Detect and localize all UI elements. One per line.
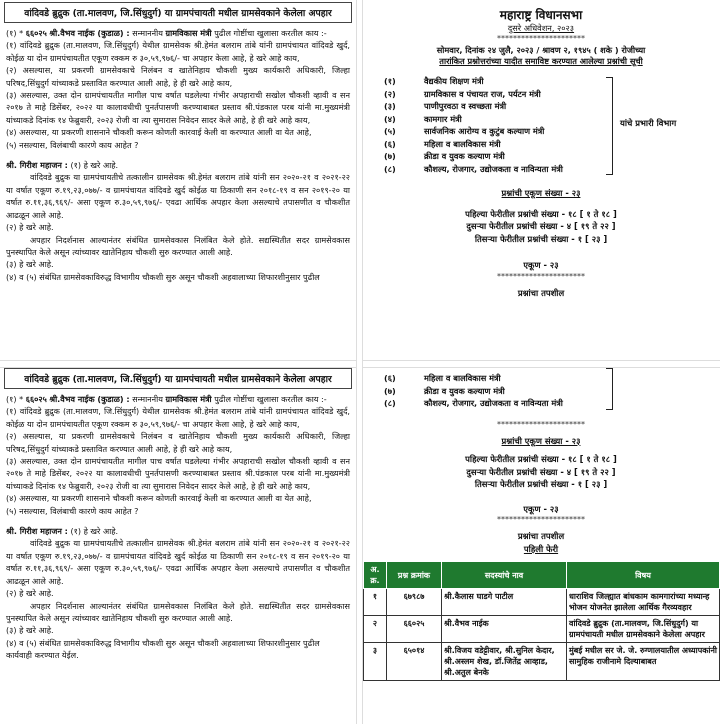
right-top-panel (362, 0, 720, 360)
col-member: सदस्यांचे नाव (442, 562, 567, 589)
brace-label: यांचे प्रभारी विभाग (620, 118, 677, 128)
minister-brace (606, 77, 613, 175)
minister-list (384, 75, 720, 175)
minister-brace-short (606, 368, 613, 410)
table-row: २ ६६०२५ श्री.वैभव नाईक वांदिवडे ब्रुद्रुक (ता.मालवण, जि.सिंधुदुर्ग) या ग्रामपंचायती मधील ग्रामसेवकाने केलेला अपहार (364, 616, 720, 643)
round1-count-2: पहिल्या फेरीतील प्रश्नांची संख्या - १८ [ १ ते १८ ] (465, 454, 617, 464)
round2-count: दुसऱ्या फेरीतील प्रश्नांची संख्या - ४ [ १९ ते २२ ] (466, 221, 616, 231)
answer-45-b: (४) व (५) संबंधित ग्रामसेवकाविरुद्ध विभागीय चौकशी सुरु असून चौकशी अहवालाच्या शिफारशीनुसार पुढील (6, 637, 320, 648)
col-qno: प्रश्न क्रमांक (387, 562, 442, 589)
question-text-2 (6, 393, 350, 662)
minister-list-short (384, 372, 720, 410)
details-label-2: प्रश्नांचा तपशील (517, 531, 565, 541)
left-header-2: वांदिवडे ब्रुद्रुक (ता.मालवण, जि.सिंधुदुर्ग) या ग्रामपंचायती मधील ग्रामसेवकाने केलेला अपहार (4, 368, 352, 389)
answer-body-2-b: अपहार निदर्शनास आल्यानंतर संबंधित ग्रामसेवकास निलंबित केले होते. सद्यस्थितीत सदर ग्रामसेवकास पुनस्थापित केले असून त्यांच्यावर खातेनिहाय चौकशी सुरु करण्यात आली आहे. (6, 600, 350, 623)
col-sr: अ. क्र. (364, 562, 387, 589)
answer-45-tail: कार्यवाही करण्यात येईल. (6, 650, 79, 661)
answer-first: (१) हे खरे आहे. (70, 160, 119, 171)
sum-total-2: एकूण - २३ (523, 503, 559, 514)
minister-row: (८) कौशल्य, रोजगार, उद्योजकता व नाविन्यता मंत्री (384, 398, 563, 408)
session-name: दुसरे अधिवेशन, २०२३ (507, 23, 575, 33)
minister-row: (६) महिला व बालविकास मंत्री (384, 373, 501, 383)
assembly-title: महाराष्ट्र विधानसभा (499, 8, 583, 22)
stars-divider-3: ********************** (497, 419, 585, 429)
answer-2: (२) हे खरे आहे. (6, 222, 54, 233)
question-table (363, 561, 720, 681)
stars-divider: ********************** (497, 34, 585, 43)
q-lead-2: सन्माननीय (132, 394, 163, 404)
sum-total: एकूण - २३ (523, 260, 559, 270)
q-asker: श्री.वैभव नाईक (कुडाळ) : (49, 28, 130, 38)
vertical-separator (356, 0, 363, 724)
left-header: वांदिवडे ब्रुद्रुक (ता.मालवण, जि.सिंधुदुर्ग) या ग्रामपंचायती मधील ग्रामसेवकाने केलेला अपहार (4, 2, 352, 23)
q5: (५) नसल्यास, विलंबाची कारणे काय आहेत ? (6, 139, 139, 150)
list-subtitle: तारांकित प्रश्नोत्तरांच्या यादीत समाविष्ट करण्यात आलेल्या प्रश्नांची सूची (439, 56, 643, 66)
date-line: सोमवार, दिनांक २४ जुलै, २०२३ / श्रावण २, १९४५ ( शके ) रोजीच्या (436, 45, 646, 55)
minister-row: (६) महिला व बालविकास मंत्री (384, 138, 501, 149)
table-header-row (364, 562, 720, 589)
q3: (३) असल्यास, उक्त दोन ग्रामपंचायतीत मागील पाच वर्षात घडलेल्या गंभीर अपहाराची सखोल चौकशी व्हावी व सन २०१७ ते माहे डिसेंबर, २०२२ या कालावधीची पुनर्तपासणी करण्याबाबत प्रस्ताव श्री.पंडकाल परब यांनी मा.मुख्यमंत्री यांच्याकडे दिनांक १४ फेब्रुवारी, २०२३ रोजी वा त्या सुमारास निवेदन सादर केले आहे, हे ही खरे आहे काय, (6, 90, 350, 125)
answer-45: (४) व (५) संबंधित ग्रामसेवकाविरुद्ध विभागीय चौकशी सुरु असून चौकशी अहवालाच्या शिफारशीनुसार पुढील (6, 271, 320, 282)
answer-body: वांदिवडे बुद्रुक या ग्रामपंचायतीचे तत्कालीन ग्रामसेवक श्री.हेमंत बलराम तांबे यांनी सन २०२०-२१ व २०२१-२२ या वर्षात एकूण रु.१९,२३,०७७/- व ग्रामपंचायत वांदिवडे खुर्द कोईळ या ठिकाणी सन २०१८-१९ व सन २०१९-२० या वर्षात रु.११,३६,९६९/- असा एकूण रु.३०,५९,९७६/- एवढा आर्थिक अपहार केला असल्याचे तपासणीत व चौकशीत आढळून आले आहे. (6, 172, 350, 220)
first-round-label: पहिली फेरी (523, 543, 559, 554)
left-bottom-panel (0, 366, 356, 724)
q-lead: सन्माननीय (132, 28, 163, 38)
answer-body-b: वांदिवडे बुद्रुक या ग्रामपंचायतीचे तत्कालीन ग्रामसेवक श्री.हेमंत बलराम तांबे यांनी सन २०२०-२१ व २०२१-२२ या वर्षात एकूण रु.१९,२३,०७७/- व ग्रामपंचायत वांदिवडे खुर्द कोईळ या ठिकाणी सन २०१८-१९ व सन २०१९-२० या वर्षात रु.११,३६,९६९/- असा एकूण रु.३०,५९,९७६/- एवढा आर्थिक अपहार केला असल्याचे तपासणीत व चौकशीत आढळून आले आहे. (6, 538, 350, 586)
q2: (२) असल्यास, या प्रकरणी ग्रामसेवकाचे निलंबन व खातेनिहाय चौकशी मुख्य कार्यकारी अधिकारी, जिल्हा परिषद,सिंधुदुर्ग यांच्याकडे प्रस्तावित करण्यात आली आहे, हे ही खरे आहे काय, (6, 65, 350, 88)
round1-count: पहिल्या फेरीतील प्रश्नांची संख्या - १८ [ १ ते १८ ] (465, 208, 617, 219)
answer-3-b: (३) हे खरे आहे. (6, 625, 54, 636)
q1-2: (१) वांदिवडे ब्रुद्रुक (ता.मालवण, जि.सिंधुदुर्ग) येथील ग्रामसेवक श्री.हेमंत बलराम तांबे यांनी ग्रामपंचायत वांदिवडे खुर्द, कोईळ या दोन ग्रामपंचायतीत एकूण रक्कम रु ३०,५९,९७६/- चा अपहार केला आहे, हे खरे आहे काय, (6, 406, 350, 429)
round3-count: तिसऱ्या फेरीतील प्रश्नांची संख्या - १ [ २३ ] (474, 233, 608, 244)
minister-row: (३) पाणीपुरवठा व स्वच्छता मंत्री (384, 101, 507, 111)
stars-divider-2: ********************** (497, 271, 585, 281)
right-bottom-panel (362, 366, 720, 724)
q2-2: (२) असल्यास, या प्रकरणी ग्रामसेवकाचे निलंबन व खातेनिहाय चौकशी मुख्य कार्यकारी अधिकारी, जिल्हा परिषद,सिंधुदुर्ग यांच्याकडे प्रस्तावित करण्यात आली आहे, हे ही खरे आहे काय, (6, 431, 350, 454)
q-num: (१) * (6, 28, 24, 38)
q5-2: (५) नसल्यास, विलंबाची कारणे काय आहेत ? (6, 505, 139, 516)
round2-count-2: दुसऱ्या फेरीतील प्रश्नांची संख्या - ४ [ १९ ते २२ ] (466, 466, 616, 477)
minister-row: (१) वैद्यकीय शिक्षण मंत्री (384, 76, 484, 86)
q-asker-2: श्री.वैभव नाईक (कुडाळ) : (49, 394, 130, 404)
answer-3: (३) हे खरे आहे. (6, 259, 54, 270)
minister-row: (४) कामगार मंत्री (384, 113, 462, 124)
minister-row: (८) कौशल्य, रोजगार, उद्योजकता व नाविन्यता मंत्री (384, 163, 563, 174)
q-id: ६६०२५ (25, 28, 47, 38)
q4: (४) असल्यास, या प्रकरणी शासनाने चौकशी करून कोणती कारवाई केली वा करण्यात आली वा येत आहे, (6, 127, 312, 138)
table-row: १ ६७९८७ श्री.कैलास घाडगे पाटील धाराशिव जिल्ह्यात बांधकाम कामगारांच्या मध्यान्ह भोजन योजनेत झालेला आर्थिक गैरव्यवहार (364, 589, 720, 616)
details-label: प्रश्नांचा तपशील (517, 287, 565, 298)
answer-first-2: (१) हे खरे आहे. (70, 526, 119, 537)
stars-divider-4: ********************** (497, 515, 585, 524)
answer-2-b: (२) हे खरे आहे. (6, 588, 54, 599)
col-subject: विषय (567, 562, 720, 589)
q-rest-2: पुढील गोष्टींचा खुलासा करतील काय :- (214, 394, 327, 404)
q3-2: (३) असल्यास, उक्त दोन ग्रामपंचायतीत मागील पाच वर्षात घडलेल्या गंभीर अपहाराची सखोल चौकशी व्हावी व सन २०१७ ते माहे डिसेंबर, २०२२ या कालावधीची पुनर्तपासणी करण्याबाबत प्रस्ताव श्री.पंडकाल परब यांनी मा.मुख्यमंत्री यांच्याकडे दिनांक १४ फेब्रुवारी, २०२३ रोजी वा त्या सुमारास निवेदन सादर केले आहे, हे ही खरे आहे काय, (6, 456, 350, 491)
q-id-2: ६६०२५ (25, 394, 47, 404)
q1: (१) वांदिवडे ब्रुद्रुक (ता.मालवण, जि.सिंधुदुर्ग) येथील ग्रामसेवक श्री.हेमंत बलराम तांबे यांनी ग्रामपंचायत वांदिवडे खुर्द, कोईळ या दोन ग्रामपंचायतीत एकूण रक्कम रु ३०,५९,९७६/- चा अपहार केला आहे, हे खरे आहे काय, (6, 40, 350, 63)
answer-name: श्री. गिरीश महाजन : (6, 160, 68, 171)
minister-row: (५) सार्वजनिक आरोग्य व कुटुंब कल्याण मंत्री (384, 126, 545, 136)
q-num-2: (१) * (6, 394, 24, 404)
round3-count-2: तिसऱ्या फेरीतील प्रश्नांची संख्या - १ [ २३ ] (474, 479, 608, 489)
total-questions: प्रश्नांची एकूण संख्या - २३ (501, 188, 581, 198)
table-row: ३ ६५०१४ श्री.विजय वडेट्टीवार, श्री.सुनिल केदार, श्री.अस्लम शेख, डॉ.जितेंद्र आव्हाड, श्री.अतुल बेनके मुंबई मधील सर जे. जे. रुग्णालयातील अध्यापकांनी सामुहिक राजीनामे दिल्याबाबत (364, 643, 720, 681)
answer-body-2: अपहार निदर्शनास आल्यानंतर संबंधित ग्रामसेवकास निलंबित केले होते. सद्यस्थितीत सदर ग्रामसेवकास पुनस्थापित केले असून त्यांच्यावर खातेनिहाय चौकशी सुरु करण्यात आली आहे. (6, 234, 350, 257)
minister-row: (७) क्रीडा व युवक कल्याण मंत्री (384, 151, 505, 161)
answer-name-2: श्री. गिरीश महाजन : (6, 526, 68, 537)
q-minister: ग्रामविकास मंत्री (165, 28, 212, 38)
minister-row: (७) क्रीडा व युवक कल्याण मंत्री (384, 385, 505, 396)
q4-2: (४) असल्यास, या प्रकरणी शासनाने चौकशी करून कोणती कारवाई केली वा करण्यात आली वा येत आहे, (6, 493, 312, 504)
minister-row: (२) ग्रामविकास व पंचायत राज, पर्यटन मंत्री (384, 88, 541, 99)
left-top-panel (0, 0, 356, 360)
q-rest: पुढील गोष्टींचा खुलासा करतील काय :- (214, 28, 327, 38)
total-questions-2: प्रश्नांची एकूण संख्या - २३ (501, 435, 581, 446)
question-text (6, 27, 350, 283)
q-minister-2: ग्रामविकास मंत्री (165, 394, 212, 404)
